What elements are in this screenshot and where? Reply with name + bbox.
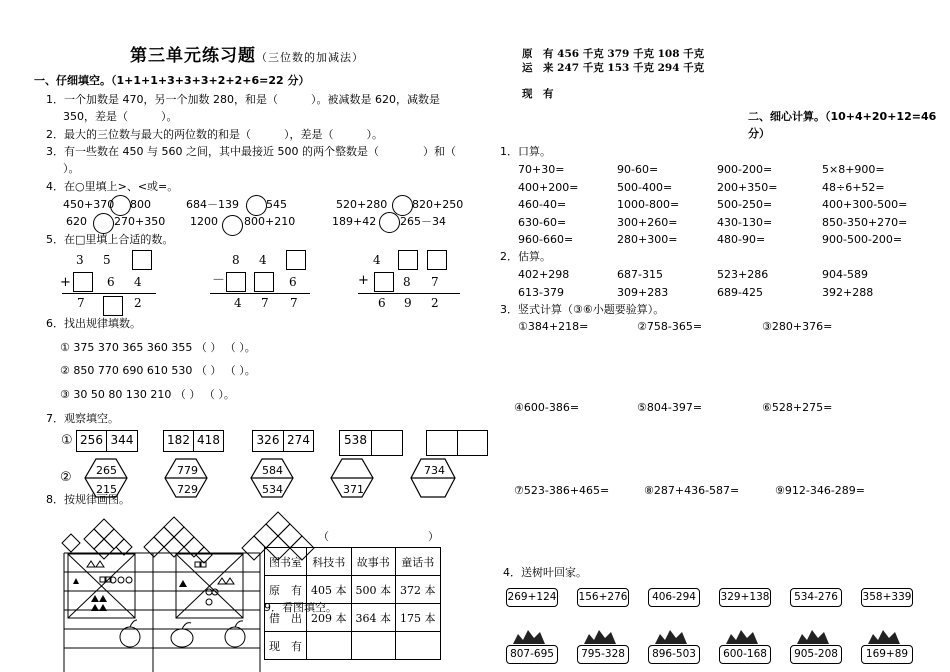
tree-expression[interactable]: 600-168 <box>719 645 771 664</box>
page-title: 第三单元练习题（三位数的加减法） <box>130 46 364 66</box>
tree-icon <box>726 630 758 644</box>
section2-heading: 二、细心计算。（10+4+20+12=46 <box>748 110 937 123</box>
oral-item: 850-350+270= <box>822 216 908 229</box>
oral-item: 5×8+900= <box>822 163 885 176</box>
q4-expr: 800+210 <box>244 215 296 228</box>
vertical-calc-item: ⑦523-386+465= <box>514 484 610 497</box>
digit: 8 <box>232 253 240 267</box>
leaf-expression[interactable]: 329+138 <box>719 588 771 607</box>
estimate-item: 689-425 <box>717 286 763 299</box>
oral-item: 630-60= <box>518 216 567 229</box>
q4-expr: 450+370 <box>63 198 115 211</box>
tree-icon <box>584 630 616 644</box>
oral-item: 400+300-500= <box>822 198 908 211</box>
leaf-heading: 4．送树叶回家。 <box>503 566 587 579</box>
vertical-calc-item: ⑧287+436-587= <box>644 484 740 497</box>
q9: 9．看图填空。 <box>264 601 337 614</box>
fruit-row: 原 有 456 千克 379 千克 108 千克 <box>522 48 705 60</box>
tree-expression[interactable]: 807-695 <box>506 645 558 664</box>
digit: 7 <box>77 296 85 310</box>
q1-line1: 1．一个加数是 470，另一个加数 280，和是（ ）。被减数是 620，减数是 <box>46 93 440 106</box>
oral-item: 500-400= <box>617 181 673 194</box>
vertical-calc-item: ⑥528+275= <box>762 401 833 414</box>
table-header: 科技书 <box>307 548 352 576</box>
oral-item: 400+200= <box>518 181 579 194</box>
q5: 5．在□里填上合适的数。 <box>46 233 174 246</box>
q3-line2: ）。 <box>63 162 80 175</box>
tree-icon <box>868 630 900 644</box>
oral-item: 480-90= <box>717 233 766 246</box>
vertical-calc-item: ⑤804-397= <box>637 401 703 414</box>
section2-heading-cont: 分） <box>748 127 770 140</box>
digit: 6 <box>378 296 386 310</box>
leaf-expression[interactable]: 156+276 <box>577 588 629 607</box>
q4-expr: 820+250 <box>412 198 464 211</box>
estimate-item: 904-589 <box>822 268 868 281</box>
pair-cell: 182 <box>163 430 194 452</box>
table-cell: 405 本 <box>307 576 352 604</box>
oral-item: 280+300= <box>617 233 678 246</box>
estimate-item: 392+288 <box>822 286 874 299</box>
leaf-expression[interactable]: 269+124 <box>506 588 558 607</box>
table-cell: 现 有 <box>265 632 307 660</box>
vertical-calc-item: ④600-386= <box>514 401 580 414</box>
pair-cell: 256 <box>76 430 107 452</box>
digit: 4 <box>234 296 242 310</box>
leaf-expression[interactable]: 406-294 <box>648 588 700 607</box>
vertical-calc-item: ⑨912-346-289= <box>775 484 866 497</box>
oral-item: 900-500-200= <box>822 233 903 246</box>
q7-label: ① <box>61 433 73 448</box>
plus-sign: + <box>60 275 71 290</box>
q7-label: ② <box>60 470 72 485</box>
digit: 4 <box>373 253 381 267</box>
tree-icon <box>513 630 545 644</box>
hex-top: 734 <box>424 464 445 477</box>
q6: 6．找出规律填数。 <box>46 317 141 330</box>
estimate-item: 402+298 <box>518 268 570 281</box>
hex-bottom: 729 <box>177 483 198 496</box>
oral-item: 300+260= <box>617 216 678 229</box>
oral-item: 460-40= <box>518 198 567 211</box>
table-cell: 借 出 <box>265 604 307 632</box>
table-cell: 500 本 <box>351 576 396 604</box>
q4-expr: 684－139 <box>186 198 239 211</box>
digit: 8 <box>403 275 411 289</box>
pattern-row: ① 375 370 365 360 355 （ ） （ ）。 <box>60 341 256 354</box>
pattern-row: ③ 30 50 80 130 210 （ ） （ ）。 <box>60 388 235 401</box>
tree-expression[interactable]: 905-208 <box>790 645 842 664</box>
fruit-row: 现 有 <box>522 88 554 100</box>
digit: 2 <box>431 296 439 310</box>
q4-expr: 270+350 <box>114 215 166 228</box>
pair-cell: 418 <box>193 430 224 452</box>
hex-top: 265 <box>96 464 117 477</box>
table-cell: 原 有 <box>265 576 307 604</box>
oral-item: 430-130= <box>717 216 773 229</box>
tree-icon <box>655 630 687 644</box>
table-cell: 209 本 <box>307 604 352 632</box>
minus-sign: － <box>212 273 226 288</box>
vertical-calc-item: ①384+218= <box>518 320 589 333</box>
q8-answer-paren[interactable]: （ ） <box>318 530 439 543</box>
table-header: 童话书 <box>396 548 441 576</box>
section1-heading: 一、仔细填空。（1+1+1+3+3+3+2+2+6=22 分） <box>34 74 310 87</box>
digit: 7 <box>290 296 298 310</box>
hex-bottom: 215 <box>96 483 117 496</box>
tree-expression[interactable]: 896-503 <box>648 645 700 664</box>
q4-expr: 1200 <box>190 215 218 228</box>
q4-expr: 265－34 <box>400 215 446 228</box>
oral-item: 960-660= <box>518 233 574 246</box>
q7: 7．观察填空。 <box>46 412 119 425</box>
estimate-heading: 2．估算。 <box>500 250 551 263</box>
hex-bottom: 534 <box>262 483 283 496</box>
leaf-expression[interactable]: 534-276 <box>790 588 842 607</box>
q4: 4．在○里填上>、<或=。 <box>46 180 179 193</box>
estimate-item: 613-379 <box>518 286 564 299</box>
q1-line2: 350，差是（ ）。 <box>63 110 178 123</box>
vertical-calc-item: ②758-365= <box>637 320 703 333</box>
q4-expr: 800 <box>130 198 151 211</box>
estimate-item: 523+286 <box>717 268 769 281</box>
q4-expr: 620 <box>66 215 87 228</box>
pair-cell: 538 <box>339 430 372 456</box>
digit: 5 <box>103 253 111 267</box>
oral-item: 48÷6+52= <box>822 181 885 194</box>
oral-item: 90-60= <box>617 163 659 176</box>
q3-line1: 3．有一些数在 450 与 560 之间，其中最接近 500 的两个整数是（ ）和（ <box>46 145 456 158</box>
oral-heading: 1．口算。 <box>500 145 551 158</box>
digit: 4 <box>259 253 267 267</box>
digit: 6 <box>107 275 115 289</box>
table-header: 图书室 <box>265 548 307 576</box>
tree-icon <box>797 630 829 644</box>
pattern-row: ② 850 770 690 610 530 （ ） （ ）。 <box>60 364 256 377</box>
pair-cell: 344 <box>106 430 138 452</box>
plus-sign: + <box>358 273 369 288</box>
oral-item: 500-250= <box>717 198 773 211</box>
q4-expr: 545 <box>266 198 287 211</box>
table-header: 故事书 <box>351 548 396 576</box>
digit: 3 <box>76 253 84 267</box>
vertical-calc-item: ③280+376= <box>762 320 833 333</box>
digit: 4 <box>134 275 142 289</box>
estimate-item: 687-315 <box>617 268 663 281</box>
fruit-row: 运 来 247 千克 153 千克 294 千克 <box>522 62 705 74</box>
q4-expr: 520+280 <box>336 198 388 211</box>
digit: 7 <box>431 275 439 289</box>
leaf-expression[interactable]: 358+339 <box>861 588 913 607</box>
tree-expression[interactable]: 795-328 <box>577 645 629 664</box>
digit: 2 <box>134 296 142 310</box>
table-cell: 372 本 <box>396 576 441 604</box>
q4-expr: 189+42 <box>332 215 377 228</box>
digit: 9 <box>404 296 412 310</box>
hex-top: 779 <box>177 464 198 477</box>
table-cell: 175 本 <box>396 604 441 632</box>
table-cell: 364 本 <box>351 604 396 632</box>
q8: 8．按规律画图。 <box>46 493 130 506</box>
hex-top: 584 <box>262 464 283 477</box>
vertical-calc-heading: 3．竖式计算（③⑥小题要验算）。 <box>500 303 665 316</box>
oral-item: 70+30= <box>518 163 565 176</box>
pair-cell: 326 <box>252 430 284 452</box>
q2: 2．最大的三位数与最大的两位数的和是（ ），差是（ ）。 <box>46 128 383 141</box>
oral-item: 1000-800= <box>617 198 680 211</box>
pair-cell: 274 <box>283 430 314 452</box>
oral-item: 900-200= <box>717 163 773 176</box>
tree-expression[interactable]: 169+89 <box>861 645 913 664</box>
digit: 6 <box>289 275 297 289</box>
hex-bottom: 371 <box>343 483 364 496</box>
estimate-item: 309+283 <box>617 286 669 299</box>
oral-item: 200+350= <box>717 181 778 194</box>
digit: 7 <box>261 296 269 310</box>
